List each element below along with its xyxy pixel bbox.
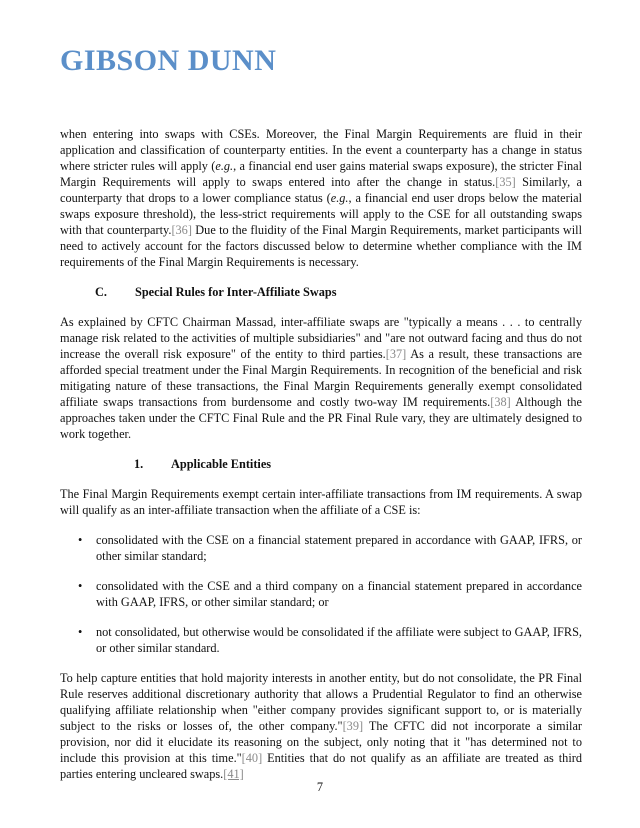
paragraph-margin-fluidity: when entering into swaps with CSEs. Moreover, the Final Margin Requirements are fluid in their application and classification of counterparty entities. In the event a counterparty has a change in status where stricter rules will apply (e.g., a financial end user gains material swaps exposure), the stricter Final Margin Requirements will apply to swaps entered into after the change in status.[35] Similarly, a counterparty that drops to a lower compliance status (e.g., a financial end user drops below the material swaps exposure threshold), the less-strict requirements will apply to the CSE for all outstanding swaps with that counterparty.[36] Due to the fluidity of the Final Margin Requirements, market participants will need to actively account for the factors discussed below to determine whether compliance with the IM requirements of the Final Margin Requirements is necessary. <box>60 127 583 269</box>
footnote-ref-40[interactable]: [40] <box>241 751 263 765</box>
list-item: • consolidated with the CSE on a financial statement prepared in accordance with GAAP, IFRS, or other similar standard; <box>78 533 582 563</box>
footnote-ref-41[interactable]: [41] <box>223 767 244 781</box>
page-number: 7 <box>316 780 324 794</box>
bullet-icon: • <box>78 625 83 639</box>
bullet-icon: • <box>78 579 83 593</box>
document-body <box>60 126 582 782</box>
footnote-ref-37[interactable]: [37] <box>385 347 407 361</box>
subsection-heading-1: 1. Applicable Entities <box>134 457 272 471</box>
paragraph-pr-final-rule: To help capture entities that hold majority interests in another entity, but do not consolidate, the PR Final Rule reserves additional discretionary authority that allows a Prudential Regulator to find an otherwise qualifying affiliate relationship when "either company provides significant support to, or is materially subject to the risks or losses of, the other company."[39] The CFTC did not incorporate a similar provision, nor did it elucidate its reasoning on the subject, only noting that it "has determined not to include this provision at this time."[40] Entities that do not qualify as an affiliate are treated as third parties entering uncleared swaps.[41] <box>60 671 583 781</box>
firm-logo: GIBSON DUNN <box>60 44 277 77</box>
bullet-icon: • <box>78 533 83 547</box>
paragraph-inter-affiliate: As explained by CFTC Chairman Massad, inter-affiliate swaps are "typically a means . . . to centrally manage risk related to the activities of multiple subsidiaries" and "are not outward facing and thus do not increase the overall risk exposure" of the entity to third parties.[37] As a result, these transactions are afforded special treatment under the Final Margin Requirements. In recognition of the beneficial and risk mitigating nature of these transactions, the Final Margin Requirements generally exempt consolidated affiliate swaps transactions from burdensome and costly two-way IM requirements.[38] Although the approaches taken under the CFTC Final Rule and the PR Final Rule vary, they are ultimately designed to work together. <box>60 315 582 441</box>
list-item: • not consolidated, but otherwise would be consolidated if the affiliate were subject to GAAP, IFRS, or other similar standard. <box>78 625 582 655</box>
footnote-ref-36[interactable]: [36] <box>171 223 192 237</box>
footnote-ref-35[interactable]: [35] <box>495 175 516 189</box>
footnote-ref-38[interactable]: [38] <box>490 395 511 409</box>
footnote-ref-39[interactable]: [39] <box>342 719 364 733</box>
paragraph-exemption: The Final Margin Requirements exempt certain inter-affiliate transactions from IM requirements. A swap will qualify as an inter-affiliate transaction when the affiliate of a CSE is: <box>60 487 582 517</box>
list-item: • consolidated with the CSE and a third company on a financial statement prepared in accordance with GAAP, IFRS, or other similar standard; or <box>78 579 582 609</box>
section-heading-c: C. Special Rules for Inter-Affiliate Swaps <box>95 285 337 299</box>
bullet-list <box>60 532 582 656</box>
